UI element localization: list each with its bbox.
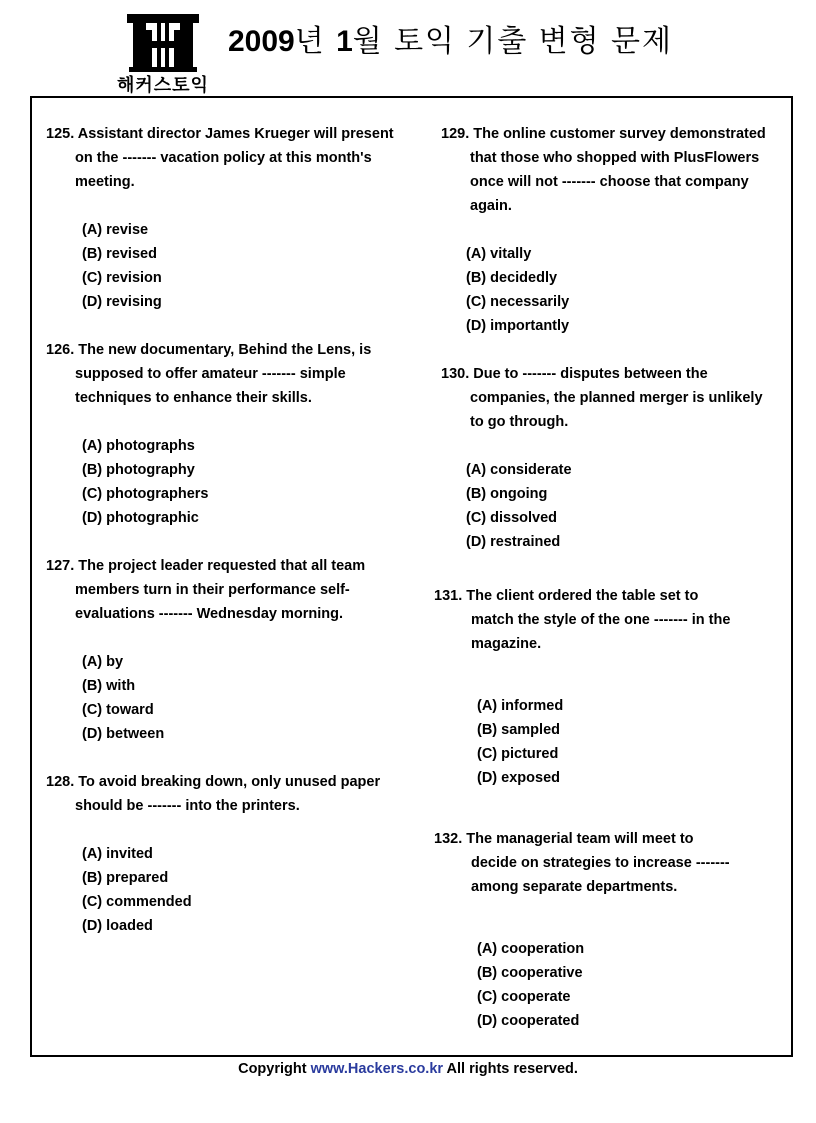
hackers-logo — [113, 14, 213, 95]
choice-a: (A) cooperation — [477, 941, 585, 957]
question-line: To avoid breaking down, only unused paper — [78, 774, 381, 790]
choice-b: (B) ongoing — [466, 486, 548, 502]
choice-b: (B) prepared — [82, 870, 169, 886]
question-128 — [46, 770, 380, 938]
copyright-suffix: All rights reserved. — [443, 1061, 578, 1077]
question-line: techniques to enhance their skills. — [75, 390, 312, 406]
question-number: 132. — [434, 831, 463, 847]
choice-b: (B) revised — [82, 246, 157, 262]
choice-d: (D) importantly — [466, 318, 570, 334]
choice-a: (A) photographs — [82, 438, 195, 454]
title-rest: 월 토익 기출 변형 문제 — [352, 25, 673, 58]
question-127 — [46, 554, 365, 746]
question-129 — [441, 122, 766, 338]
question-line: The project leader requested that all team — [78, 558, 366, 574]
logo-text: 해커스토익 — [117, 75, 209, 95]
question-line: evaluations ------- Wednesday morning. — [75, 606, 344, 622]
choice-b: (B) sampled — [477, 722, 560, 738]
question-line: The new documentary, Behind the Lens, is — [78, 342, 372, 358]
title-year: 2009 — [228, 25, 295, 58]
choice-b: (B) decidedly — [466, 270, 558, 286]
choice-b: (B) photography — [82, 462, 195, 478]
choice-d: (D) cooperated — [477, 1013, 580, 1029]
question-line: on the ------- vacation policy at this month's — [75, 150, 372, 166]
question-line: match the style of the one ------- in the — [471, 612, 731, 628]
choice-c: (C) revision — [82, 270, 162, 286]
question-line: Due to ------- disputes between the — [473, 366, 708, 382]
choice-c: (C) commended — [82, 894, 192, 910]
choice-b: (B) with — [82, 678, 136, 694]
choice-a: (A) revise — [82, 222, 149, 238]
question-line: once will not ------- choose that company — [470, 174, 749, 190]
question-line: supposed to offer amateur ------- simple — [75, 366, 346, 382]
question-126 — [46, 338, 371, 530]
question-number: 127. — [46, 558, 75, 574]
question-line: to go through. — [470, 414, 569, 430]
choice-a: (A) informed — [477, 698, 564, 714]
page-title — [228, 22, 673, 62]
question-number: 129. — [441, 126, 470, 142]
question-number: 126. — [46, 342, 75, 358]
question-line: again. — [470, 198, 512, 214]
choice-a: (A) invited — [82, 846, 153, 862]
question-line: among separate departments. — [471, 879, 678, 895]
question-line: members turn in their performance self- — [75, 582, 350, 598]
choice-a: (A) vitally — [466, 246, 532, 262]
question-number: 131. — [434, 588, 463, 604]
choice-c: (C) cooperate — [477, 989, 571, 1005]
question-line: decide on strategies to increase ------- — [471, 855, 730, 871]
choice-d: (D) revising — [82, 294, 162, 310]
choice-c: (C) dissolved — [466, 510, 558, 526]
question-line: Assistant director James Krueger will present — [77, 126, 394, 142]
question-line: magazine. — [471, 636, 542, 652]
copyright-footer — [0, 1059, 816, 1079]
choice-d: (D) loaded — [82, 918, 153, 934]
choice-d: (D) restrained — [466, 534, 561, 550]
choice-c: (C) necessarily — [466, 294, 570, 310]
choice-c: (C) pictured — [477, 746, 559, 762]
choice-c: (C) toward — [82, 702, 154, 718]
question-number: 130. — [441, 366, 470, 382]
question-line: The client ordered the table set to — [466, 588, 699, 604]
hackers-website-link[interactable]: www.Hackers.co.kr — [310, 1061, 444, 1077]
question-line: companies, the planned merger is unlikely — [470, 390, 763, 406]
choice-d: (D) exposed — [477, 770, 560, 786]
question-number: 125. — [46, 126, 75, 142]
title-year-suffix: 년 — [294, 25, 326, 58]
choice-c: (C) photographers — [82, 486, 209, 502]
question-line: should be ------- into the printers. — [75, 798, 300, 814]
question-line: The online customer survey demonstrated — [473, 126, 766, 142]
question-number: 128. — [46, 774, 75, 790]
choice-a: (A) considerate — [466, 462, 572, 478]
choice-b: (B) cooperative — [477, 965, 583, 981]
hackers-h-logo-icon — [127, 14, 199, 72]
title-month: 1 — [336, 25, 353, 58]
choice-d: (D) photographic — [82, 510, 199, 526]
copyright-prefix: Copyright — [238, 1061, 311, 1077]
question-line: meeting. — [75, 174, 135, 190]
choice-d: (D) between — [82, 726, 165, 742]
question-line: The managerial team will meet to — [466, 831, 694, 847]
question-line: that those who shopped with PlusFlowers — [470, 150, 760, 166]
question-125 — [46, 122, 394, 314]
choice-a: (A) by — [82, 654, 124, 670]
question-132 — [434, 827, 730, 1033]
question-131 — [434, 584, 730, 790]
question-130 — [441, 362, 763, 554]
